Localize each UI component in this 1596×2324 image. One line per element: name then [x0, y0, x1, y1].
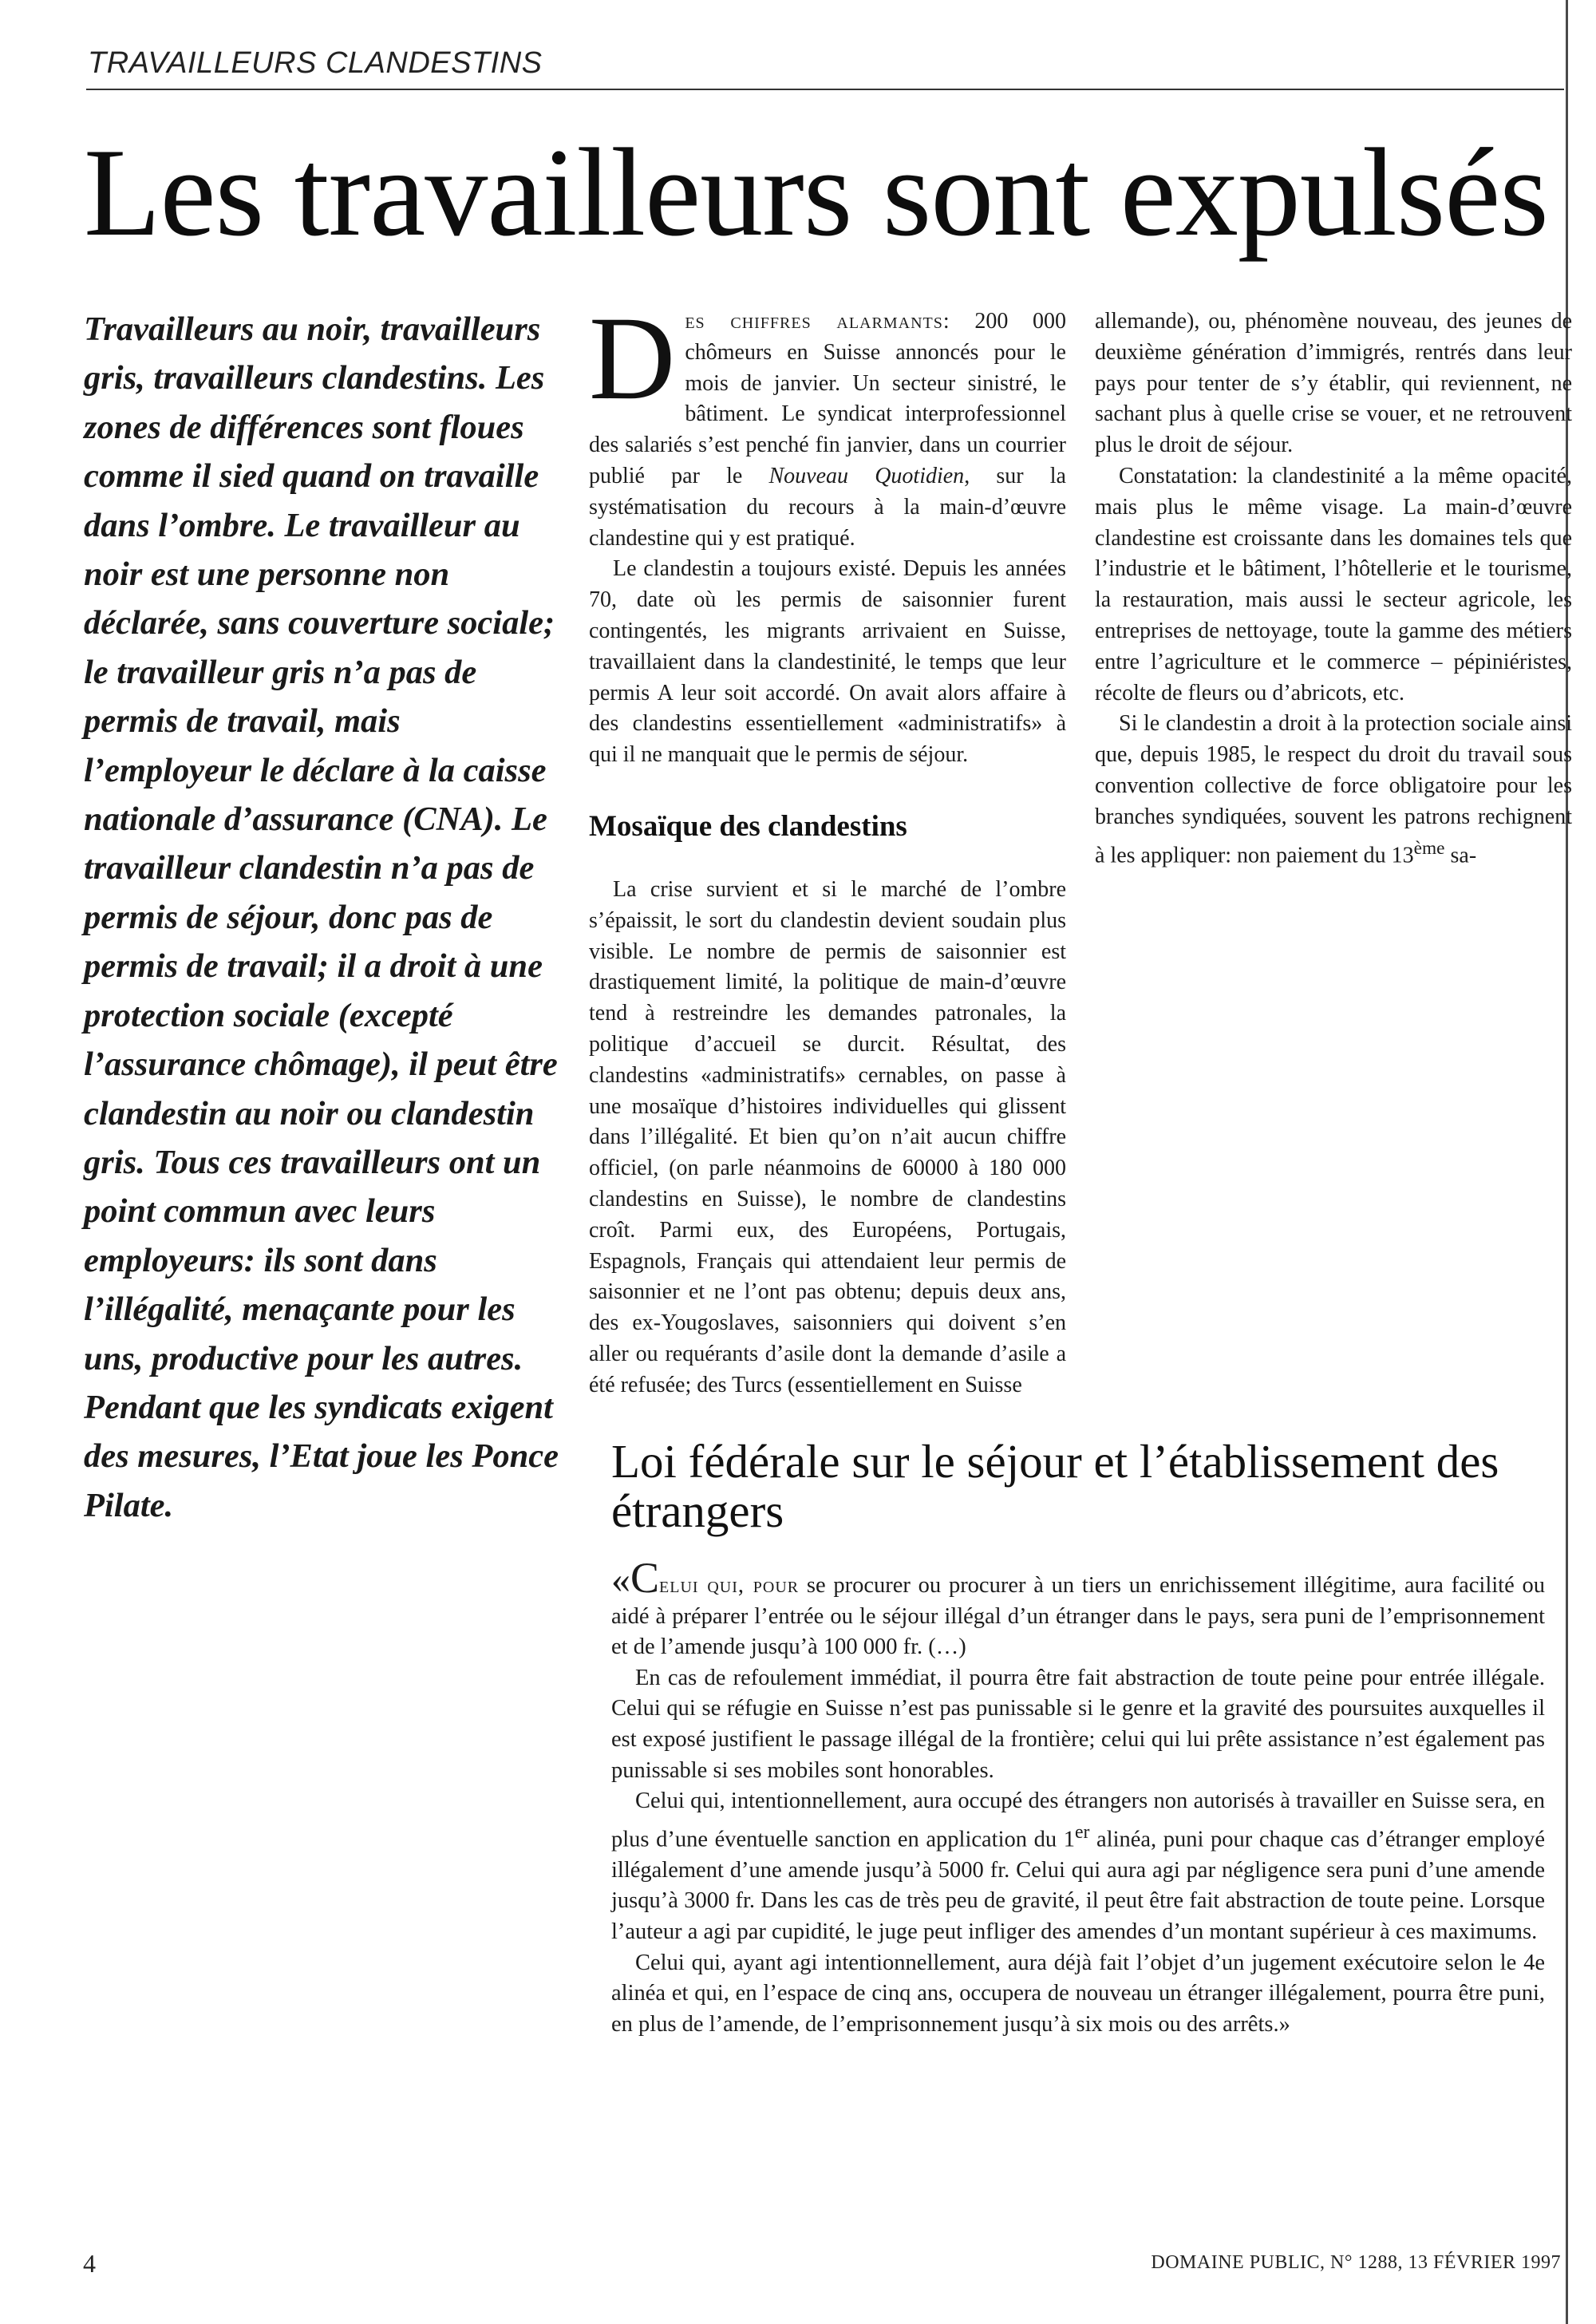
publication-name: Nouveau Quotidien: [768, 463, 965, 488]
box-paragraph-3: Celui qui, intentionnellement, aura occupé des étrangers non autorisés à travailler en Suisse sera, en plus d’une éventuelle sanction en application du 1er alinéa, puni pour chaque cas d’étranger employé illégalement d’une amende jusqu’à 5000 fr. Celui qui aura agi par négligence sera puni d’une amende jusqu’à 3000 fr. Dans les cas de très peu de gravité, il peut être fait abstraction de toute peine. Lorsque l’auteur a agi par cupidité, le juge peut infliger des amendes d’un montant supérieur à ces maximums.: [611, 1788, 1545, 1945]
drop-cap: D: [589, 292, 676, 425]
article-paragraph-3: La crise survient et si le marché de l’ombre s’épaissit, le sort du clandestin devient soudain plus visible. Le nombre de permis de saisonnier est drastiquement limité, la politique de main-d’œuvre tend à restreindre les demandes patronales, la politique d’accueil se durcit. Résultat, des clandestins «administratifs» cernables, on passe à une mosaïque d’histoires individuelles qui glissent dans l’illégalité. Et bien qu’on n’ait aucun chiffre officiel, (on parle néanmoins de 60000 à 180 000 clandestins en Suisse), le nombre de clandestins croît. Parmi eux, des Européens, Portugais, Espagnols, Français qui attendaient leur permis de saisonnier et ne l’ont pas obtenu; depuis deux ans, des ex-Yougoslaves, saisonniers qui doivent s’en aller ou requérants d’asile dont la demande d’asile a été refusée; des Turcs (essentiellement en Suisse: [589, 876, 1066, 1397]
intro-paragraph: Travailleurs au noir, travailleurs gris, travailleurs clandestins. Les zones de différences sont floues comme il sied quand on travaille dans l’ombre. Le travailleur au noir est une personne non déclarée, sans couverture sociale; le travailleur gris n’a pas de permis de travail, mais l’employeur le déclare à la caisse nationale d’assurance (CNA). Le travailleur clandestin n’a pas de permis de séjour, donc pas de permis de travail; il a droit à une protection sociale (excepté l’assurance chômage), il peut être clandestin au noir ou clandestin gris. Tous ces travailleurs ont un point commun avec leurs employeurs: ils sont dans l’illégalité, menaçante pour les uns, productive pour les autres. Pendant que les syndicats exigent des mesures, l’Etat joue les Ponce Pilate.: [84, 310, 559, 1524]
open-quote: «: [611, 1559, 630, 1601]
article-paragraph-3-continued: allemande), ou, phénomène nouveau, des jeunes de deuxième génération d’immigrés, rentrés dans leur pays pour tenter de s’y établir, qui reviennent, ne sachant plus à quelle crise se vouer, et ne retrouvent plus le droit de séjour.: [1095, 309, 1572, 458]
lead-smallcaps: es chiffres alarmants:: [685, 309, 950, 334]
article-paragraph-2: Le clandestin a toujours existé. Depuis les années 70, date où les permis de saisonnier furent contingentés, les migrants arrivaient en Suisse, travaillaient dans la clandestinité, le temps que leur permis A leur soit accordé. On avait alors affaire à des clandestins essentiellement «administratifs» à qui il ne manquait que le permis de séjour.: [589, 556, 1066, 768]
article-column-2: [1095, 306, 1572, 1408]
article-paragraph-5: Si le clandestin a droit à la protection sociale ainsi que, depuis 1985, le respect du droit du travail sous convention collective de force obligatoire pour les branches syndiquées, souvent les patrons rechignent à les appliquer: non paiement du 13ème sa-: [1095, 711, 1572, 868]
box-paragraph-1: «Celui qui, pour se procurer ou procurer à un tiers un enrichissement illégitime, aura facilité ou aidé à préparer l’entrée ou le séjour illégal d’un étranger dans le pays, sera puni de l’emprisonnement et de l’amende jusqu’à 100 000 fr. (…): [611, 1554, 1546, 1660]
header-rule: [86, 89, 1564, 90]
box-law-text: [611, 1554, 1546, 2040]
headline: Les travailleurs sont expulsés: [84, 123, 1548, 263]
publication-footer: DOMAINE PUBLIC, N° 1288, 13 FÉVRIER 1997: [1151, 2252, 1561, 2273]
article-paragraph-4: Constatation: la clandestinité a la même opacité, mais plus le même visage. La main-d’œuvre clandestine est croissante dans les domaines tels que l’industrie et le bâtiment, l’hôtellerie et le tourisme, la restauration, mais aussi le secteur agricole, les entreprises de nettoyage, toute la gamme des métiers entre l’agriculture et le commerce – pépiniéristes, récolte de fleurs ou d’abricots, etc.: [1095, 463, 1572, 706]
box-cap: C: [630, 1554, 660, 1602]
box-paragraph-4: Celui qui, ayant agi intentionnellement, aura déjà fait l’objet d’un jugement exécutoire selon le 4e alinéa et qui, en l’espace de cinq ans, occupera de nouveau un étranger illégalement, pourra être puni, en plus de l’amende, de l’emprisonnement jusqu’à six mois ou des arrêts.»: [611, 1950, 1545, 2037]
box-paragraph-2: En cas de refoulement immédiat, il pourra être fait abstraction de toute peine pour entrée illégale. Celui qui se réfugie en Suisse n’est pas punissable si le genre et la gravité des poursuites auxquelles il est exposé justifient le passage illégal de la frontière; celui qui lui prête assistance n’est également pas punissable si ses mobiles sont honorables.: [611, 1665, 1545, 1783]
page-number: 4: [83, 2249, 96, 2278]
article-column-1: [589, 292, 1066, 1408]
box-title: Loi fédérale sur le séjour et l’établissement des étrangers: [611, 1435, 1499, 1537]
article-subheading: Mosaïque des clandestins: [589, 809, 907, 843]
section-rubric: TRAVAILLEURS CLANDESTINS: [88, 46, 543, 80]
article-paragraph-1: Des chiffres alarmants: 200 000 chômeurs en Suisse annoncés pour le mois de janvier. Un secteur sinistré, le bâtiment. Le syndicat interprofessionnel des salariés s’est penché fin janvier, dans un courrier publié par le Nouveau Quotidien, sur la systématisation du recours à la main-d’œuvre clandestine qui y est pratiqué.: [589, 292, 1066, 551]
